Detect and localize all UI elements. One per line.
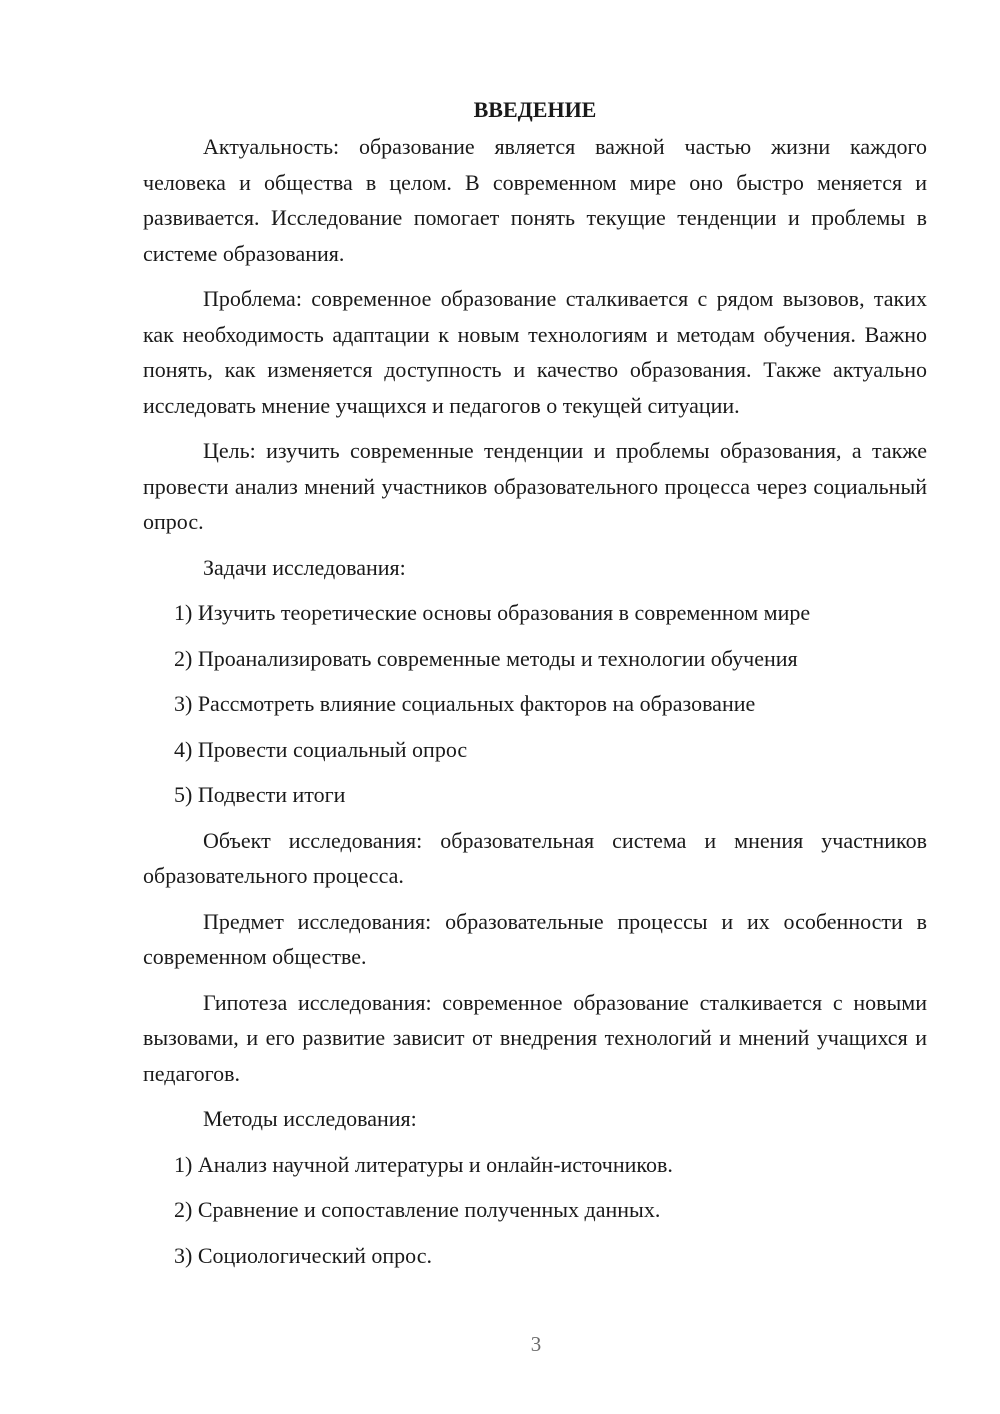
list-item: 2) Сравнение и сопоставление полученных данных. bbox=[174, 1197, 661, 1222]
problem-paragraph: Проблема: современное образование сталкивается с рядом вызовов, таких как необходимость адаптации к новым технологиям и методам обучения. Важно понять, как изменяется доступность и качество образования. Также актуально исследовать мнение учащихся и педагогов о текущей ситуации. bbox=[143, 286, 927, 418]
hypothesis-paragraph: Гипотеза исследования: современное образование сталкивается с новыми вызовами, и его развитие зависит от внедрения технологий и мнений учащихся и педагогов. bbox=[143, 989, 927, 1086]
page-content bbox=[143, 95, 927, 1283]
relevance-paragraph: Актуальность: образование является важной частью жизни каждого человека и общества в целом. В современном мире оно быстро меняется и развивается. Исследование помогает понять текущие тенденции и проблемы в системе образования. bbox=[143, 134, 927, 266]
list-item: 5) Подвести итоги bbox=[174, 782, 346, 807]
subject-paragraph: Предмет исследования: образовательные процессы и их особенности в современном обществе. bbox=[143, 908, 927, 969]
list-item: 1) Изучить теоретические основы образования в современном мире bbox=[174, 600, 811, 625]
list-item: 1) Анализ научной литературы и онлайн-источников. bbox=[174, 1151, 673, 1177]
page-number: 3 bbox=[530, 1332, 542, 1356]
tasks-heading: Задачи исследования: bbox=[203, 554, 406, 580]
methods-heading: Методы исследования: bbox=[203, 1106, 417, 1131]
list-item: 2) Проанализировать современные методы и технологии обучения bbox=[174, 645, 798, 671]
methods-list bbox=[143, 1147, 927, 1274]
object-paragraph: Объект исследования: образовательная система и мнения участников образовательного процесса. bbox=[143, 827, 927, 888]
list-item: 3) Рассмотреть влияние социальных факторов на образование bbox=[174, 691, 756, 716]
list-item: 3) Социологический опрос. bbox=[174, 1242, 432, 1268]
tasks-list bbox=[143, 595, 927, 813]
page-title: ВВЕДЕНИЕ bbox=[473, 97, 597, 122]
list-item: 4) Провести социальный опрос bbox=[174, 736, 468, 762]
goal-paragraph: Цель: изучить современные тенденции и проблемы образования, а также провести анализ мнений участников образовательного процесса через социальный опрос. bbox=[143, 438, 927, 534]
